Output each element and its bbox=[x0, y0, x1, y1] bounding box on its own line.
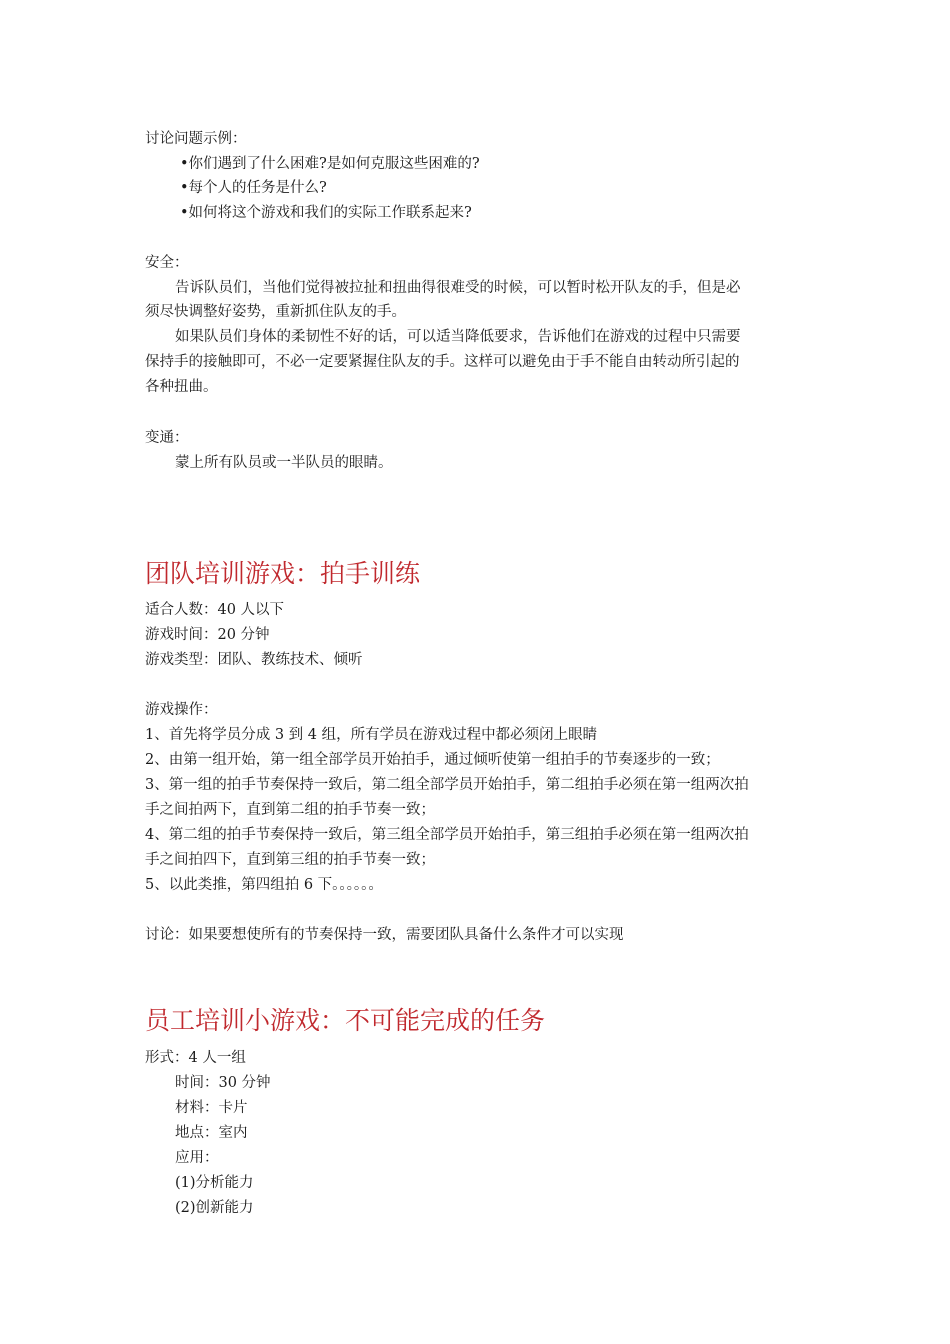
discussion-bullet: •每个人的任务是什么? bbox=[180, 180, 327, 196]
game1-heading: 团队培训游戏：拍手训练 bbox=[145, 559, 421, 588]
variation-title: 变通： bbox=[145, 430, 189, 446]
game1-type: 游戏类型：团队、教练技术、倾听 bbox=[145, 652, 363, 668]
game2-apply: 应用： bbox=[175, 1150, 219, 1166]
game2-material: 材料：卡片 bbox=[175, 1100, 248, 1116]
game2-form: 形式：4 人一组 bbox=[145, 1050, 246, 1066]
game1-step: 3、第一组的拍手节奏保持一致后，第二组全部学员开始拍手，第二组拍手必须在第一组两次拍 bbox=[145, 777, 749, 793]
game1-ops-title: 游戏操作： bbox=[145, 702, 218, 718]
game1-step: 手之间拍两下，直到第二组的拍手节奏一致； bbox=[145, 802, 435, 818]
game1-people: 适合人数：40 人以下 bbox=[145, 602, 285, 618]
safety-paragraph: 保持手的接触即可，不必一定要紧握住队友的手。这样可以避免由于手不能自由转动所引起的 bbox=[145, 354, 740, 370]
game2-heading: 员工培训小游戏：不可能完成的任务 bbox=[145, 1006, 546, 1035]
safety-title: 安全： bbox=[145, 255, 189, 271]
game2-time: 时间：30 分钟 bbox=[175, 1075, 271, 1091]
game1-step: 2、由第一组开始，第一组全部学员开始拍手，通过倾听使第一组拍手的节奏逐步的一致； bbox=[145, 752, 720, 768]
game1-discussion: 讨论：如果要想使所有的节奏保持一致，需要团队具备什么条件才可以实现 bbox=[145, 927, 624, 943]
discussion-title: 讨论问题示例： bbox=[145, 131, 247, 147]
safety-paragraph: 告诉队员们，当他们觉得被拉扯和扭曲得很难受的时候，可以暂时松开队友的手，但是必 bbox=[175, 280, 741, 296]
safety-paragraph: 须尽快调整好姿势，重新抓住队友的手。 bbox=[145, 304, 406, 320]
game2-ability: (1)分析能力 bbox=[175, 1175, 254, 1191]
game1-step: 5、以此类推，第四组拍 6 下。。。。。。 bbox=[145, 877, 383, 893]
safety-paragraph: 如果队员们身体的柔韧性不好的话，可以适当降低要求，告诉他们在游戏的过程中只需要 bbox=[175, 329, 741, 345]
safety-paragraph: 各种扭曲。 bbox=[145, 379, 218, 395]
game1-time: 游戏时间：20 分钟 bbox=[145, 627, 270, 643]
discussion-bullet: •如何将这个游戏和我们的实际工作联系起来? bbox=[180, 205, 472, 221]
game1-step: 手之间拍四下，直到第三组的拍手节奏一致； bbox=[145, 852, 435, 868]
game1-step: 1、首先将学员分成 3 到 4 组，所有学员在游戏过程中都必须闭上眼睛 bbox=[145, 727, 598, 743]
variation-text: 蒙上所有队员或一半队员的眼睛。 bbox=[175, 455, 393, 471]
game2-ability: (2)创新能力 bbox=[175, 1200, 254, 1216]
discussion-bullet: •你们遇到了什么困难?是如何克服这些困难的? bbox=[180, 156, 480, 172]
game1-step: 4、第二组的拍手节奏保持一致后，第三组全部学员开始拍手，第三组拍手必须在第一组两次拍 bbox=[145, 827, 749, 843]
game2-place: 地点：室内 bbox=[175, 1125, 248, 1141]
